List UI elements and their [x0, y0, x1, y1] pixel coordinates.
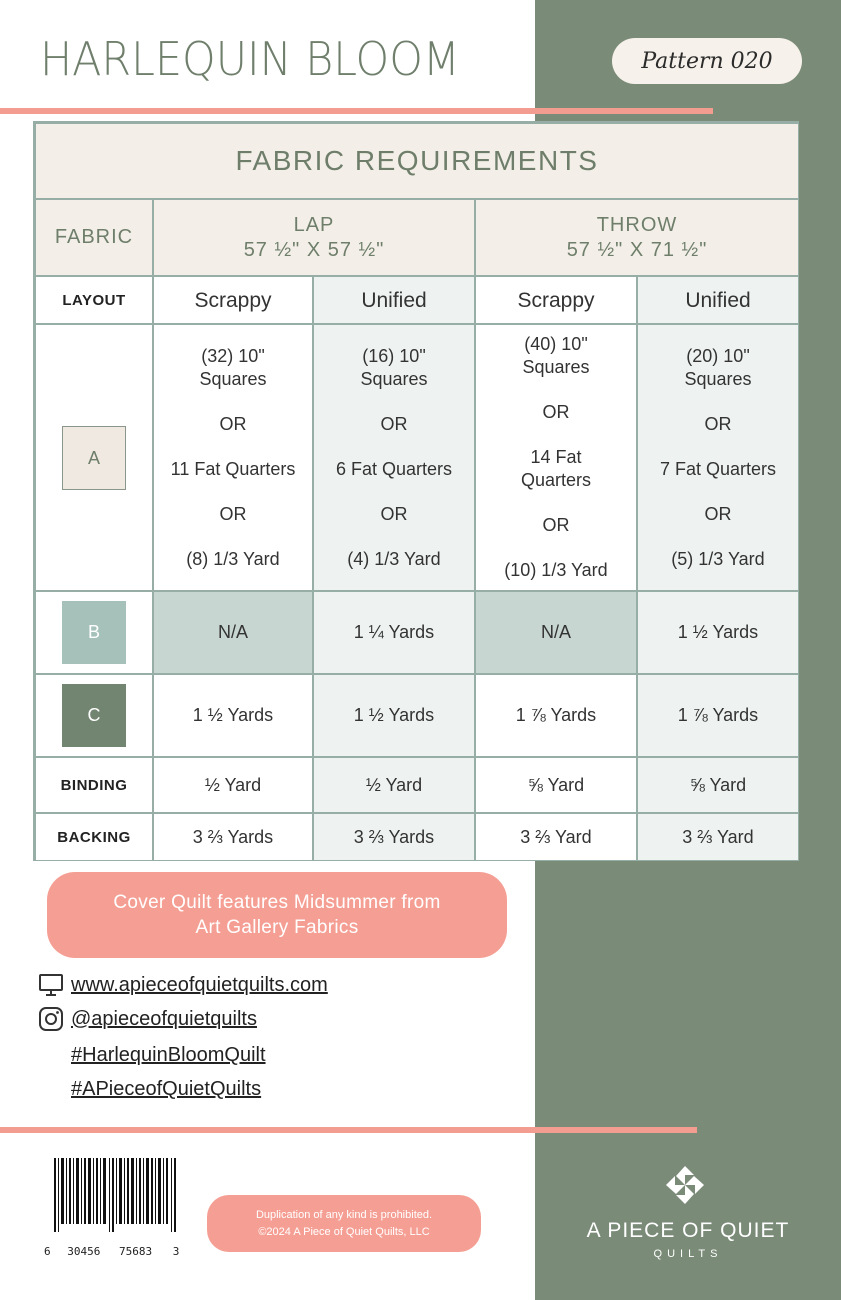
website-row — [38, 972, 328, 998]
fabric-header-label: FABRIC — [54, 226, 134, 248]
backing-lap-unified: 3 ⅔ Yards — [314, 814, 474, 860]
monitor-icon — [38, 972, 64, 998]
pattern-number-badge: Pattern 020 — [612, 38, 802, 84]
squares-text: (32) 10" Squares — [199, 345, 267, 389]
top-divider — [0, 108, 713, 114]
fabric-c-throw-unified: 1 ⅞ Yards — [638, 675, 798, 756]
binding-lap-scrappy: ½ Yard — [154, 758, 312, 812]
or-text: OR — [704, 503, 732, 524]
fabric-requirements-table — [33, 121, 799, 861]
throw-size: 57 ½" X 71 ½" — [566, 238, 708, 261]
barcode-group2: 75683 — [119, 1245, 153, 1258]
barcode-image — [54, 1158, 178, 1232]
backing-label: BACKING — [57, 828, 131, 846]
instagram-link[interactable]: @apieceofquietquilts — [71, 1007, 257, 1030]
fabric-c-swatch — [62, 684, 126, 747]
yard-text: (8) 1/3 Yard — [186, 548, 280, 569]
bottom-divider — [0, 1127, 697, 1133]
lap-label: LAP — [293, 213, 335, 236]
instagram-icon — [38, 1006, 64, 1032]
fabric-c-label: C — [87, 705, 101, 725]
fabric-a-swatch — [62, 426, 126, 490]
hashtag-harlequin[interactable]: #HarlequinBloomQuilt — [71, 1044, 266, 1066]
fabric-b-throw-scrappy: N/A — [476, 592, 636, 673]
fat-quarters-text: 11 Fat Quarters — [170, 458, 296, 479]
binding-label-cell — [36, 758, 152, 812]
legal-notice — [207, 1195, 481, 1252]
fabric-c-lap-unified: 1 ½ Yards — [314, 675, 474, 756]
squares-text: (20) 10" Squares — [684, 345, 752, 389]
squares-text: (16) 10" Squares — [360, 345, 428, 389]
backing-throw-scrappy: 3 ⅔ Yard — [476, 814, 636, 860]
layout-throw-unified: Unified — [638, 277, 798, 323]
binding-lap-unified: ½ Yard — [314, 758, 474, 812]
brand-subtitle: QUILTS — [653, 1248, 723, 1260]
or-text: OR — [542, 402, 570, 422]
yard-text: (5) 1/3 Yard — [671, 548, 765, 569]
layout-label-cell — [36, 277, 152, 323]
brand-name: A PIECE OF QUIET — [586, 1219, 790, 1242]
throw-label: THROW — [596, 213, 678, 236]
or-text: OR — [542, 515, 570, 535]
fabric-a-label: A — [87, 447, 100, 468]
binding-throw-unified: ⅝ Yard — [638, 758, 798, 812]
fat-quarters-text: 6 Fat Quarters — [335, 458, 453, 479]
hashtag-apieceofquiet[interactable]: #APieceofQuietQuilts — [71, 1078, 262, 1100]
fabric-c-lap-scrappy: 1 ½ Yards — [154, 675, 312, 756]
legal-line1: Duplication of any kind is prohibited. — [255, 1208, 433, 1221]
cover-quilt-note — [47, 872, 507, 958]
fabric-a-lap-unified — [314, 325, 474, 590]
fabric-header-cell — [36, 200, 152, 275]
lap-header-cell — [154, 200, 474, 275]
barcode-numbers — [44, 1245, 179, 1258]
or-text: OR — [704, 413, 732, 434]
backing-lap-scrappy: 3 ⅔ Yards — [154, 814, 312, 860]
legal-line2: ©2024 A Piece of Quiet Quilts, LLC — [258, 1225, 430, 1238]
backing-throw-unified: 3 ⅔ Yard — [638, 814, 798, 860]
fabric-c-throw-scrappy: 1 ⅞ Yards — [476, 675, 636, 756]
yard-text: (10) 1/3 Yard — [504, 560, 608, 580]
or-text: OR — [219, 503, 247, 524]
throw-header-cell — [476, 200, 798, 275]
page-title: HARLEQUIN BLOOM — [40, 32, 460, 86]
backing-label-cell — [36, 814, 152, 860]
fabric-a-lap-scrappy — [154, 325, 312, 590]
fabric-a-throw-scrappy — [476, 325, 636, 590]
yard-text: (4) 1/3 Yard — [347, 548, 441, 569]
fabric-b-lap-scrappy: N/A — [154, 592, 312, 673]
layout-lap-scrappy: Scrappy — [154, 277, 312, 323]
layout-lap-unified: Unified — [314, 277, 474, 323]
barcode-lead: 6 — [44, 1245, 51, 1258]
or-text: OR — [380, 413, 408, 434]
cover-note-line1: Cover Quilt features Midsummer from — [113, 892, 441, 913]
barcode-group1: 30456 — [67, 1245, 101, 1258]
quilt-block-logo-icon — [666, 1166, 704, 1204]
fabric-a-throw-unified — [638, 325, 798, 590]
cover-note-line2: Art Gallery Fabrics — [195, 917, 359, 938]
fat-quarters-text: 14 Fat Quarters — [520, 447, 592, 490]
layout-label: LAYOUT — [62, 291, 126, 309]
binding-throw-scrappy: ⅝ Yard — [476, 758, 636, 812]
lap-size: 57 ½" X 57 ½" — [243, 238, 385, 261]
layout-throw-scrappy: Scrappy — [476, 277, 636, 323]
or-text: OR — [219, 413, 247, 434]
fabric-b-lap-unified: 1 ¼ Yards — [314, 592, 474, 673]
binding-label: BINDING — [60, 776, 128, 794]
fabric-b-swatch — [62, 601, 126, 664]
table-title: FABRIC REQUIREMENTS — [36, 124, 798, 198]
fabric-b-label: B — [87, 622, 100, 642]
or-text: OR — [380, 503, 408, 524]
instagram-row — [38, 1006, 257, 1032]
fabric-b-throw-unified: 1 ½ Yards — [638, 592, 798, 673]
fat-quarters-text: 7 Fat Quarters — [659, 458, 777, 479]
barcode-check: 3 — [172, 1245, 180, 1258]
website-link[interactable]: www.apieceofquietquilts.com — [71, 973, 328, 996]
squares-text: (40) 10" Squares — [522, 334, 590, 377]
